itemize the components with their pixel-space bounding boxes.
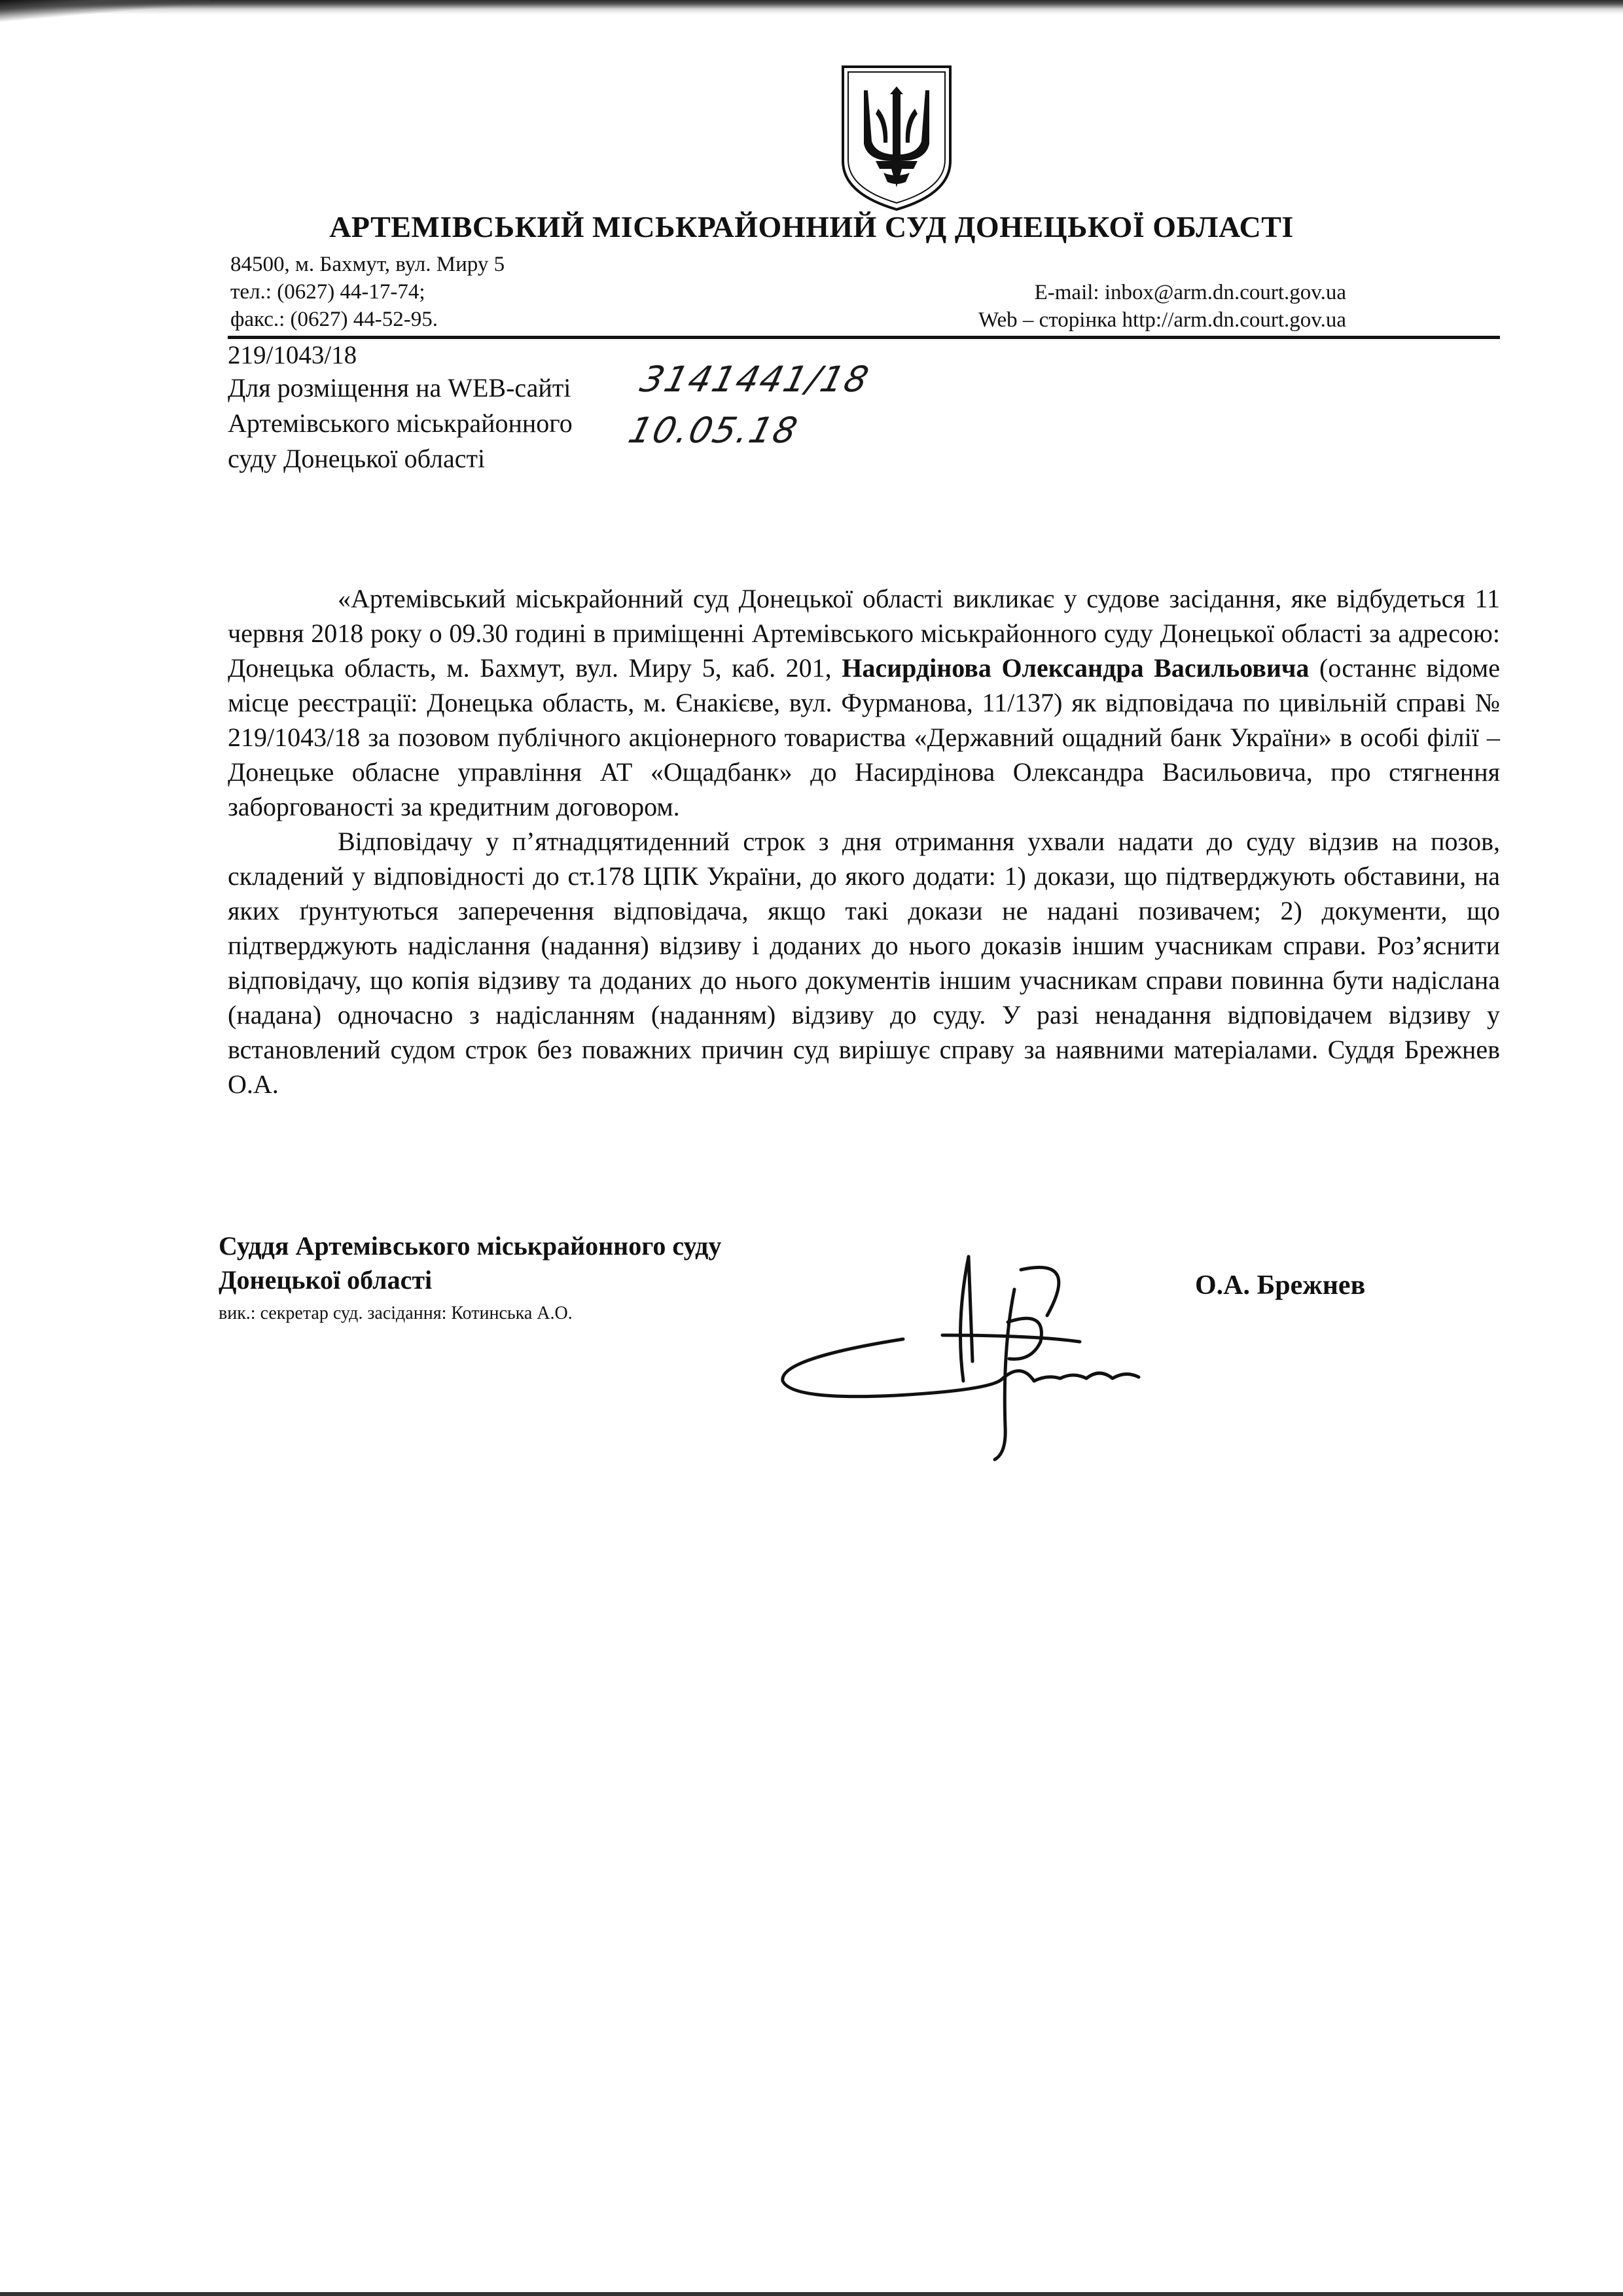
notice-paragraph-2: Відповідачу у п’ятнадцятиденний строк з дня отримання ухвали надати до суду відзив на позов, складений у відповідності до ст.178 ЦПК України, до якого додати: 1) докази, що підтверджують обставини, на яких ґрунтуються заперечення відповідача, якщо такі докази не надані позивачем; 2) документи, що підтверджують надіслання (надання) відзиву і доданих до нього доказів іншим учасникам справи. Роз’яснити відповідачу, що копія відзиву та доданих до нього документів іншим учасникам справи повинна бути надіслана (надана) одночасно з надісланням (наданням) відзиву до суду. У разі ненадання відповідачем відзиву у встановлений судом строк без поважних причин суд вирішує справу за наявними матеріалами. Суддя Брежнев О.А.: [228, 827, 1500, 1099]
recipient-line-3: суду Донецької області: [228, 444, 486, 473]
scan-top-edge: [0, 0, 1623, 14]
handwritten-date: 10.05.18: [624, 410, 803, 451]
paragraph-1-start: «Артемівський міськрайонний суд Донецької області викликає у судове засідання, яке відбудеться 11 червня 2018 року о 09.30 годині в приміщенні Артемівського міськрайонного суду Донецької області за адресою: Донецька область, м. Бахмут, вул. Миру 5, каб. 201,: [228, 584, 1500, 683]
notice-body: [228, 581, 1500, 1102]
court-email: E-mail: inbox@arm.dn.court.gov.ua: [1034, 281, 1346, 304]
case-number: 219/1043/18: [228, 341, 357, 369]
handwritten-registration-number: 3141441/18: [636, 359, 874, 400]
defendant-name: Насирдінова Олександра Васильовича: [842, 653, 1310, 683]
scan-top-corner: [0, 0, 209, 22]
handwritten-signature: [772, 1244, 1243, 1479]
court-website: Web – сторінка http://arm.dn.court.gov.ua: [978, 308, 1346, 332]
court-address: 84500, м. Бахмут, вул. Миру 5: [230, 253, 505, 276]
coat-of-arms-icon: [838, 63, 955, 212]
court-name-heading: АРТЕМІВСЬКИЙ МІСЬКРАЙОННИЙ СУД ДОНЕЦЬКОЇ ОБЛАСТІ: [329, 210, 1294, 243]
judge-name: О.А. Брежнев: [1195, 1270, 1366, 1300]
recipient-line-2: Артемівського міськрайонного: [228, 408, 573, 438]
court-phone: тел.: (0627) 44-17-74;: [230, 280, 425, 304]
judge-title-line-2: Донецької області: [219, 1265, 433, 1295]
court-fax: факс.: (0627) 44-52-95.: [230, 308, 438, 331]
paragraph-1-end: (останнє відоме місце реєстрації: Донецька область, м. Єнакієве, вул. Фурманова, 11/137) як відповідача по цивільній справі № 219/1043/18 за позовом публічного акціонерного товариства «Державний ощадний банк України» в особі філії – Донецьке обласне управління АТ «Ощадбанк» до Насирдінова Олександра Васильовича, про стягнення заборгованості за кредитним договором.: [228, 653, 1500, 821]
header-divider: [228, 336, 1500, 339]
judge-title: [219, 1229, 721, 1297]
recipient-line-1: Для розміщення на WEB-сайті: [228, 373, 571, 403]
scan-bottom-edge: [0, 2292, 1623, 2296]
clerk-note: вик.: секретар суд. засідання: Котинська А.О.: [219, 1303, 573, 1323]
judge-title-line-1: Суддя Артемівського міськрайонного суду: [219, 1231, 722, 1261]
notice-paragraph-1: [228, 581, 1500, 824]
